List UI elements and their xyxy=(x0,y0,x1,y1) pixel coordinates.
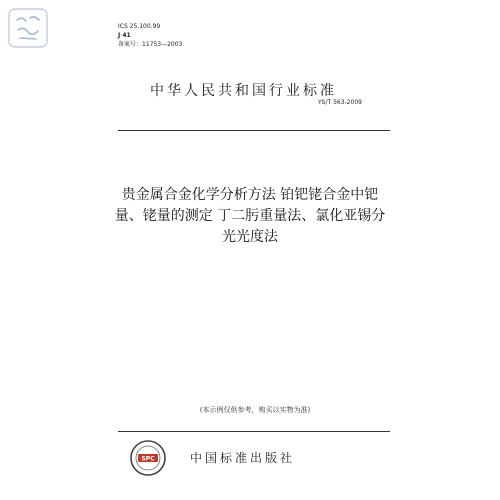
document-title xyxy=(100,185,400,248)
sample-note: (本示例仅供参考，购买以实物为准) xyxy=(199,406,311,414)
top-divider xyxy=(118,130,390,131)
publisher-logo-icon xyxy=(128,438,168,478)
header-meta xyxy=(118,22,182,49)
record-number: 备案号：11753—2003 xyxy=(118,41,183,48)
title-line: 量、铑量的测定 丁二肟重量法、氯化亚锡分 xyxy=(114,208,386,224)
ics-code: ICS 25.100.99 xyxy=(118,23,161,30)
bottom-divider xyxy=(118,431,390,432)
standard-code: YS/T 563-2009 xyxy=(318,99,362,106)
standard-title: 中华人民共和国行业标准 xyxy=(150,83,337,99)
publisher-name: 中国标准出版社 xyxy=(190,451,296,465)
title-line: 贵金属合金化学分析方法 铂钯铑合金中钯 xyxy=(121,187,379,203)
classification-code: J 41 xyxy=(118,32,131,39)
seal-watermark-icon xyxy=(6,6,50,50)
title-line: 光光度法 xyxy=(222,229,278,245)
svg-text:SPC: SPC xyxy=(141,455,155,463)
